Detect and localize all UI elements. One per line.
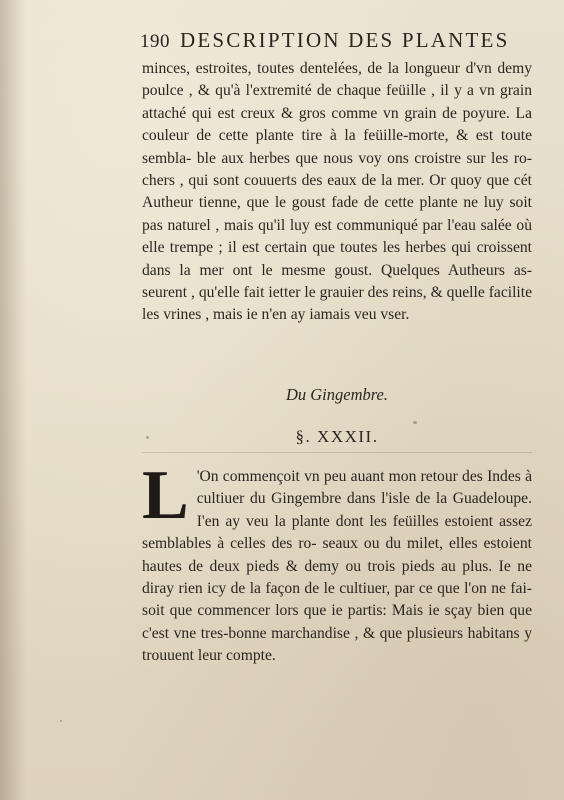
paragraph-2 bbox=[142, 457, 532, 668]
paper-speck bbox=[60, 720, 62, 722]
running-title: DESCRIPTION DES PLANTES bbox=[180, 28, 510, 52]
paper-speck bbox=[146, 436, 149, 439]
page-number: 190 bbox=[140, 31, 170, 52]
paragraph-1: minces, estroites, toutes dentelées, de la longueur d'vn demy poulce , & qu'à l'extremité de chaque feüille , il y a vn grain attaché qui est creux & gros comme vn grain de poyure. La couleur de cette plante tire à la feüille-morte, & est toute sembla- ble aux herbes que nous voy ons croistre sur les ro- chers , qui sont couuerts des eaux de la mer. Or quoy que cét Autheur tienne, que le goust fade de cette plante ne luy soit pas naturel , mais qu'il luy est communiqué par l'eau salée où elle trempe ; il est certain que toutes les herbes qui croissent dans la mer ont le mesme goust. Quelques Autheurs as- seurent , qu'elle fait ietter le grauier des reins, & quelle facilite les vrines , mais ie n'en ay iamais veu vser. bbox=[142, 60, 532, 324]
section-number: §. XXXII. bbox=[295, 427, 379, 446]
binding-shadow bbox=[0, 0, 26, 800]
section-divider bbox=[142, 452, 532, 453]
section-subheading: Du Gingembre. bbox=[285, 385, 389, 404]
paragraph-2-text: 'On commençoit vn peu auant mon retour des Indes à cultiuer du Gingembre dans l'isle de la Guadeloupe. I'en ay veu la plante dont les feüilles estoient assez semblables à celles des ro- seaux ou du milet, elles estoient hautes de deux pieds & demy ou trois pieds au plus. Ie ne diray rien icy de la façon de le cultiuer, par ce que l'on ne fai- soit que commencer lors que ie partis: Mais ie sçay bien que c'est vne tres-bonne marchandise , & que plusieurs habitans y trouuent leur compte. bbox=[142, 468, 532, 665]
paper-speck bbox=[413, 421, 417, 424]
drop-cap: L bbox=[142, 457, 189, 534]
page-header bbox=[140, 28, 530, 56]
